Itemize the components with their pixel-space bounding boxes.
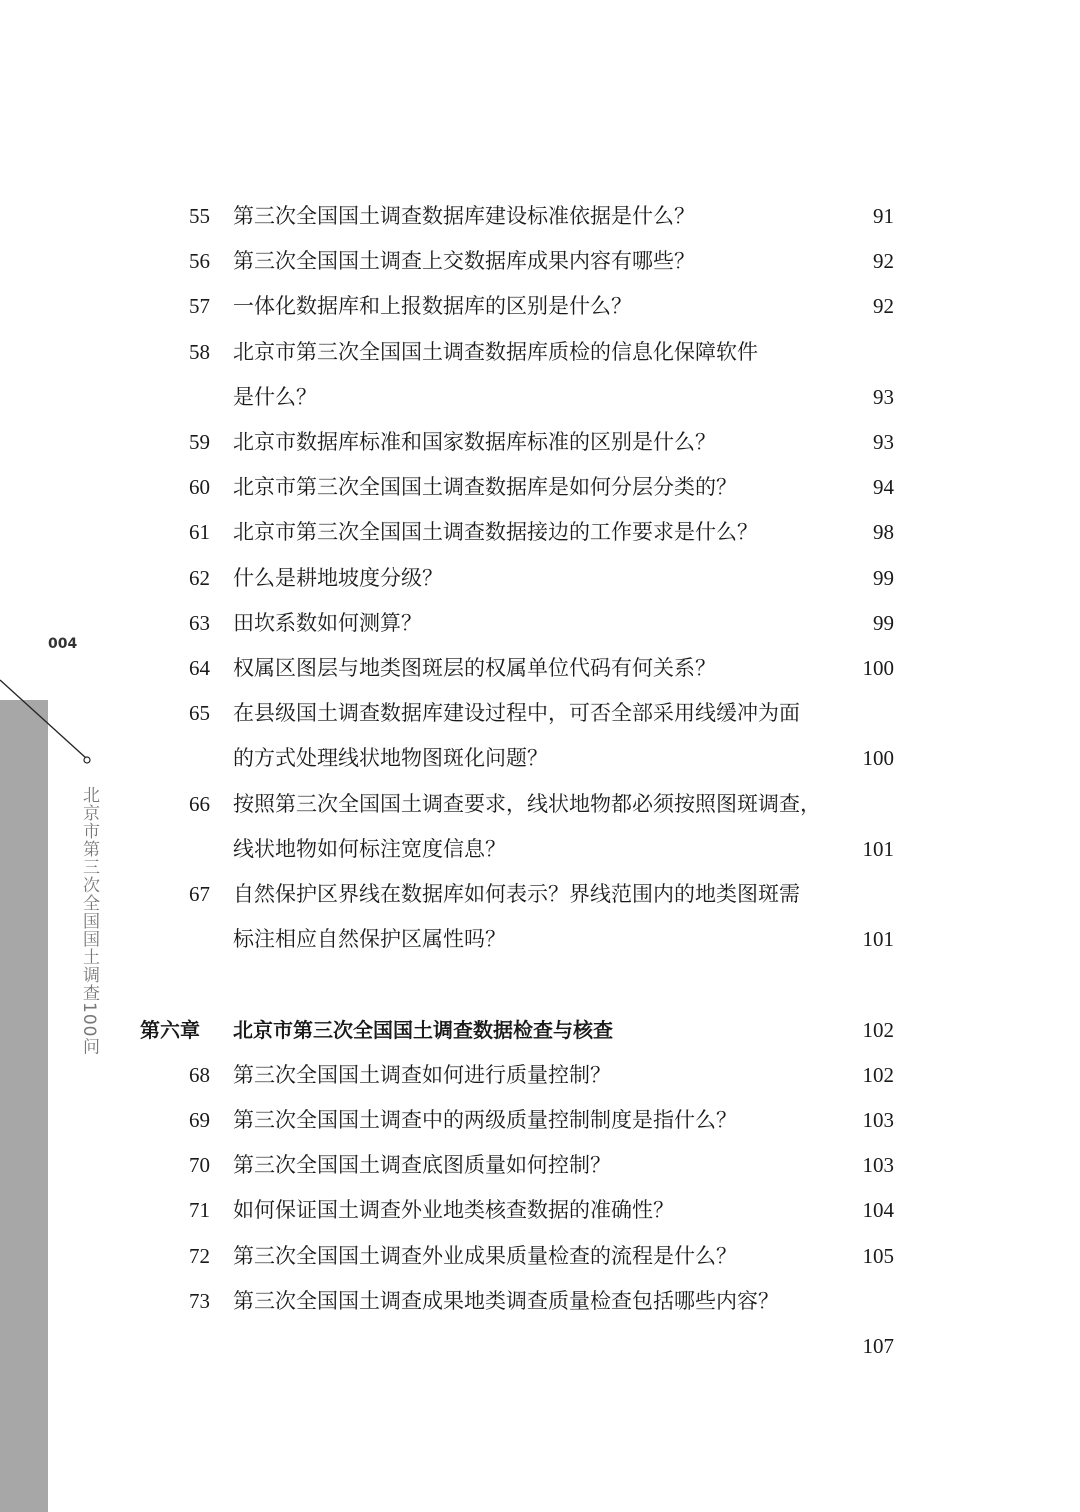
toc-entry xyxy=(0,467,1080,507)
entry-number: 66 xyxy=(189,791,210,816)
entry-page-number: 91 xyxy=(873,204,894,228)
entry-number: 55 xyxy=(189,204,210,228)
entry-page-number: 104 xyxy=(862,1198,894,1223)
entry-page-number: 101 xyxy=(862,927,894,952)
entry-title: 标注相应自然保护区属性吗？ xyxy=(233,927,506,952)
entry-title: 北京市数据库标准和国家数据库标准的区别是什么？ xyxy=(233,430,716,454)
entry-number: 67 xyxy=(189,882,210,906)
entry-title: 第三次全国国土调查外业成果质量检查的流程是什么？ xyxy=(233,1243,737,1268)
entry-title: 是什么？ xyxy=(233,384,317,409)
toc-entry xyxy=(0,1145,1080,1185)
toc-entry xyxy=(0,558,1080,598)
entry-number: 69 xyxy=(189,1108,210,1132)
entry-number: 71 xyxy=(189,1198,210,1223)
entry-title: 自然保护区界线在数据库如何表示？界线范围内的地类图斑需 xyxy=(233,882,800,906)
toc-entry-continuation xyxy=(0,829,1080,869)
entry-title: 第三次全国国土调查中的两级质量控制制度是指什么？ xyxy=(233,1108,737,1132)
toc-entry-continuation xyxy=(0,919,1080,959)
entry-page-number: 102 xyxy=(862,1062,894,1087)
entry-page-number: 93 xyxy=(873,384,894,409)
entry-number: 58 xyxy=(189,339,210,364)
entry-page-number: 99 xyxy=(873,565,894,590)
toc-entry-continuation xyxy=(0,377,1080,417)
toc-entry xyxy=(0,784,1080,824)
entry-number: 73 xyxy=(189,1288,210,1313)
dot-leader xyxy=(766,512,844,552)
entry-title: 第三次全国国土调查上交数据库成果内容有哪些？ xyxy=(233,249,695,274)
toc-entry xyxy=(0,874,1080,914)
entry-title: 第三次全国国土调查成果地类调查质量检查包括哪些内容？ xyxy=(233,1288,779,1313)
dot-leader xyxy=(514,829,844,869)
entry-title: 按照第三次全国国土调查要求，线状地物都必须按照图斑调查， xyxy=(233,791,821,816)
dot-leader xyxy=(451,558,844,598)
dot-leader xyxy=(621,1010,844,1050)
dot-leader xyxy=(745,467,844,507)
toc-entry xyxy=(0,1100,1080,1140)
chapter-label: 第六章 xyxy=(140,1017,200,1042)
toc-entry xyxy=(0,648,1080,688)
entry-title: 第三次全国国土调查底图质量如何控制？ xyxy=(233,1153,611,1178)
toc-entry-continuation xyxy=(0,1326,1080,1366)
dot-leader xyxy=(724,648,844,688)
entry-page-number: 103 xyxy=(862,1108,894,1132)
entry-title: 线状地物如何标注宽度信息？ xyxy=(233,836,506,861)
dot-leader xyxy=(619,1145,844,1185)
entry-number: 70 xyxy=(189,1153,210,1178)
dot-leader xyxy=(724,422,844,462)
entry-number: 60 xyxy=(189,475,210,500)
entry-number: 68 xyxy=(189,1062,210,1087)
entry-page-number: 103 xyxy=(862,1153,894,1178)
toc-entry xyxy=(0,196,1080,236)
chapter-title: 北京市第三次全国国土调查数据检查与核查 xyxy=(233,1017,613,1042)
entry-number: 56 xyxy=(189,249,210,274)
entry-page-number: 101 xyxy=(862,836,894,861)
dot-leader xyxy=(325,377,844,417)
entry-page-number: 94 xyxy=(873,475,894,500)
entry-number: 64 xyxy=(189,656,210,680)
entry-title: 北京市第三次全国国土调查数据库是如何分层分类的？ xyxy=(233,475,737,500)
entry-number: 62 xyxy=(189,565,210,590)
toc-entry-continuation xyxy=(0,738,1080,778)
entry-number: 65 xyxy=(189,701,210,726)
dot-leader xyxy=(745,1100,844,1140)
entry-page-number: 107 xyxy=(862,1334,894,1358)
toc-entry xyxy=(0,693,1080,733)
running-title: 北京市第三次全国国土调查100问 xyxy=(79,786,99,1056)
toc-entry xyxy=(0,1055,1080,1095)
page-number: 004 xyxy=(48,636,78,652)
toc-entry xyxy=(0,241,1080,281)
toc-entry xyxy=(0,1281,1080,1321)
entry-page-number: 92 xyxy=(873,249,894,274)
entry-number: 57 xyxy=(189,294,210,319)
entry-title: 一体化数据库和上报数据库的区别是什么？ xyxy=(233,294,632,319)
dot-leader xyxy=(682,1190,844,1230)
chapter-heading xyxy=(0,1010,1080,1050)
entry-title: 第三次全国国土调查如何进行质量控制？ xyxy=(233,1062,611,1087)
entry-page-number: 105 xyxy=(862,1243,894,1268)
entry-title: 田坎系数如何测算？ xyxy=(233,610,422,635)
entry-title: 第三次全国国土调查数据库建设标准依据是什么？ xyxy=(233,204,695,228)
entry-title: 北京市第三次全国国土调查数据接边的工作要求是什么？ xyxy=(233,520,758,545)
toc-entry xyxy=(0,1236,1080,1276)
entry-title: 的方式处理线状地物图斑化问题？ xyxy=(233,746,548,771)
entry-title: 如何保证国土调查外业地类核查数据的准确性？ xyxy=(233,1198,674,1223)
entry-page-number: 92 xyxy=(873,294,894,319)
dot-leader xyxy=(233,1326,844,1366)
toc-entry xyxy=(0,332,1080,372)
dot-leader xyxy=(514,919,844,959)
toc-entry xyxy=(0,286,1080,326)
entry-title: 在县级国土调查数据库建设过程中，可否全部采用线缓冲为面 xyxy=(233,701,800,726)
dot-leader xyxy=(703,196,844,236)
dot-leader xyxy=(556,738,844,778)
entry-title: 权属区图层与地类图斑层的权属单位代码有何关系？ xyxy=(233,656,716,680)
entry-title: 北京市第三次全国国土调查数据库质检的信息化保障软件 xyxy=(233,339,758,364)
entry-page-number: 93 xyxy=(873,430,894,454)
dot-leader xyxy=(703,241,844,281)
entry-number: 59 xyxy=(189,430,210,454)
toc-entry xyxy=(0,422,1080,462)
entry-title: 什么是耕地坡度分级？ xyxy=(233,565,443,590)
entry-page-number: 100 xyxy=(862,746,894,771)
entry-page-number: 99 xyxy=(873,610,894,635)
entry-page-number: 98 xyxy=(873,520,894,545)
chapter-page-number: 102 xyxy=(862,1017,894,1042)
entry-page-number: 100 xyxy=(862,656,894,680)
entry-number: 72 xyxy=(189,1243,210,1268)
dot-leader xyxy=(430,603,844,643)
dot-leader xyxy=(745,1236,844,1276)
entry-number: 63 xyxy=(189,610,210,635)
toc-entry xyxy=(0,603,1080,643)
dot-leader xyxy=(640,286,844,326)
toc-entry xyxy=(0,1190,1080,1230)
toc-entry xyxy=(0,512,1080,552)
dot-leader xyxy=(619,1055,844,1095)
entry-number: 61 xyxy=(189,520,210,545)
